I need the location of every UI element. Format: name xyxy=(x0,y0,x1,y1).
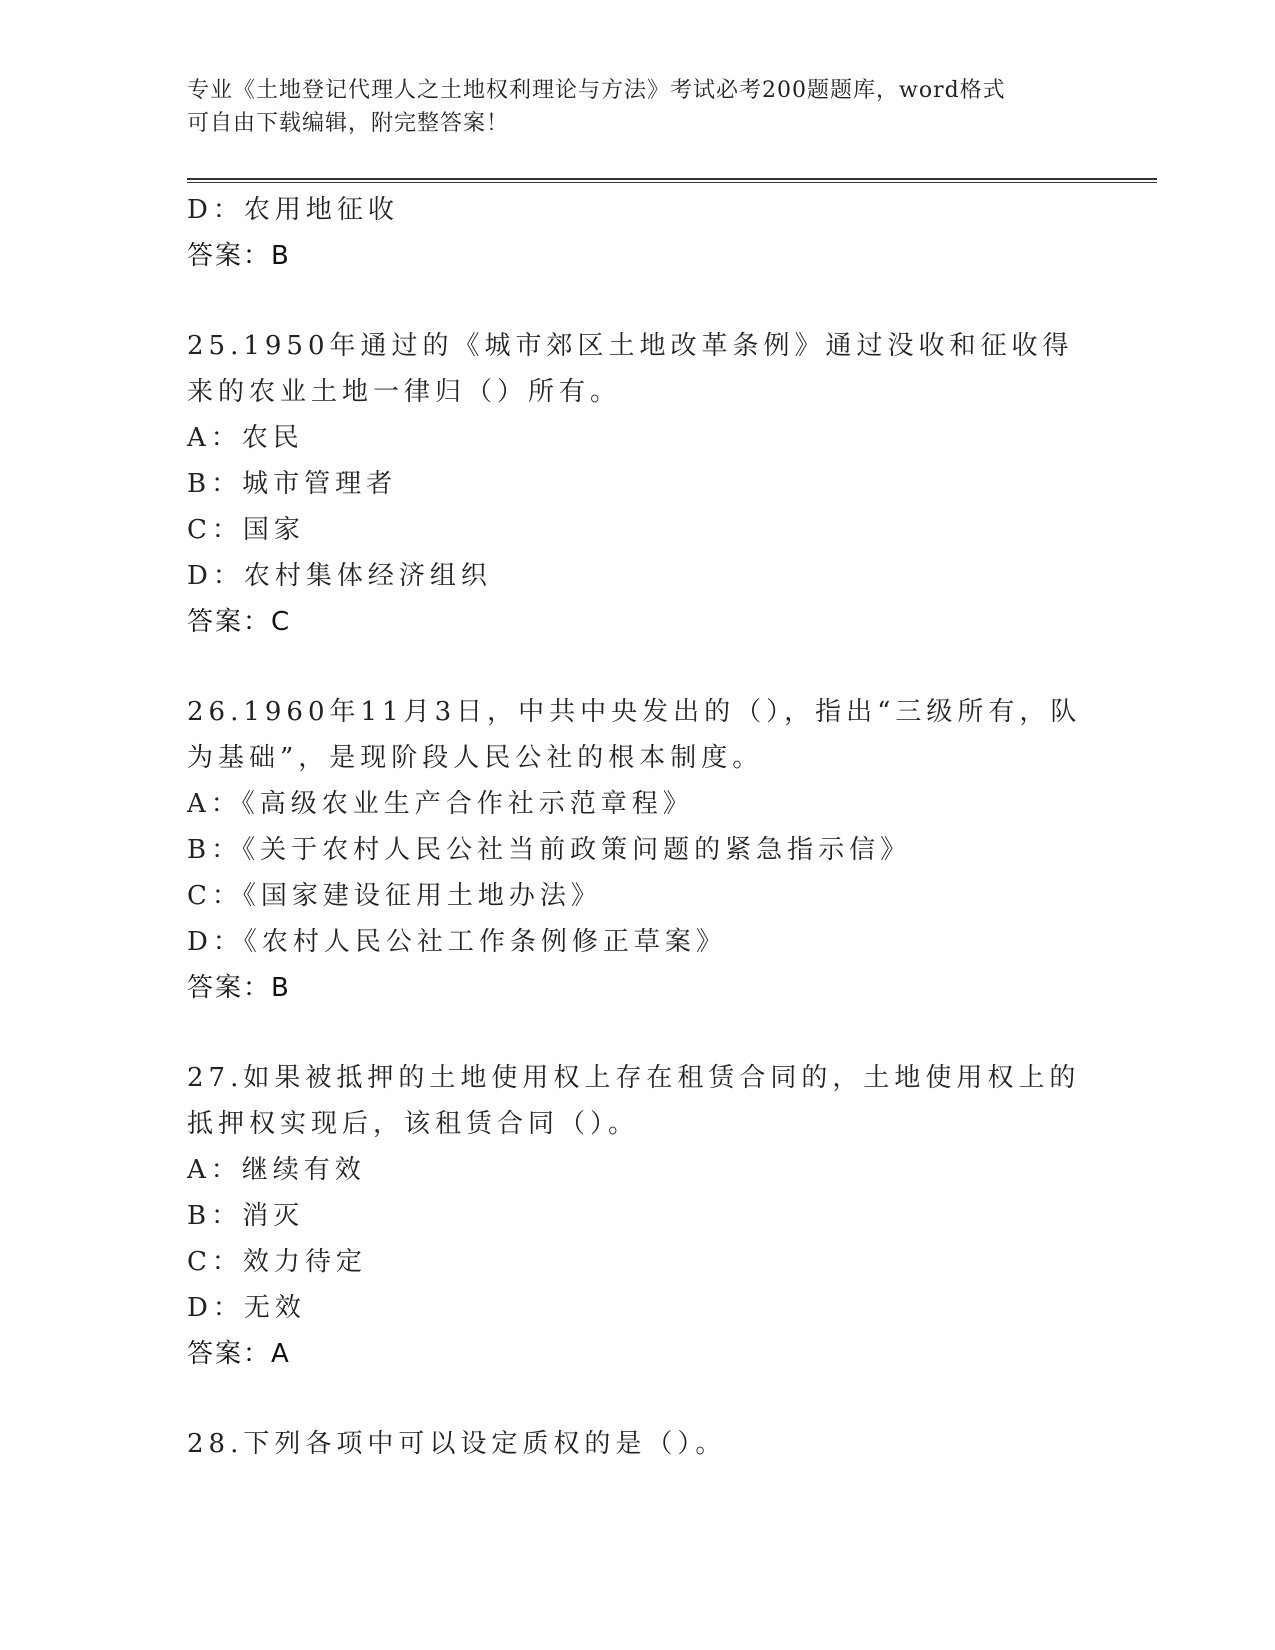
option-d: D：农用地征收 xyxy=(187,195,399,225)
spacer xyxy=(187,279,1087,323)
option-b: B：《关于农村人民公社当前政策问题的紧急指示信》 xyxy=(187,835,912,865)
option-b: B：城市管理者 xyxy=(187,469,398,499)
question-25 xyxy=(187,323,1087,645)
question-28 xyxy=(187,1421,1087,1467)
spacer xyxy=(187,645,1087,689)
option-a: A：《高级农业生产合作社示范章程》 xyxy=(187,789,694,819)
answer-line: 答案：B xyxy=(187,241,291,271)
question-stem: 27.如果被抵押的土地使用权上存在租赁合同的，土地使用权上的抵押权实现后，该租赁合同（）。 xyxy=(187,1063,1081,1139)
page-header xyxy=(187,74,1067,140)
option-a: A：农民 xyxy=(187,423,304,453)
answer-line: 答案：B xyxy=(187,973,291,1003)
answer-line: 答案：A xyxy=(187,1339,291,1369)
option-d: D：《农村人民公社工作条例修正草案》 xyxy=(187,927,727,957)
question-27 xyxy=(187,1055,1087,1377)
option-c: C：效力待定 xyxy=(187,1247,367,1277)
spacer xyxy=(187,1011,1087,1055)
question-26 xyxy=(187,689,1087,1011)
option-b: B：消灭 xyxy=(187,1201,305,1231)
option-c: C：国家 xyxy=(187,515,305,545)
option-c: C：《国家建设征用土地办法》 xyxy=(187,881,602,911)
header-divider xyxy=(187,178,1157,183)
question-list xyxy=(187,187,1087,1467)
question-fragment xyxy=(187,187,1087,279)
option-a: A：继续有效 xyxy=(187,1155,366,1185)
question-stem: 25.1950年通过的《城市郊区土地改革条例》通过没收和征收得来的农业土地一律归（）所有。 xyxy=(187,331,1074,407)
option-d: D：农村集体经济组织 xyxy=(187,561,492,591)
answer-line: 答案：C xyxy=(187,607,292,637)
spacer xyxy=(187,1377,1087,1421)
option-d: D：无效 xyxy=(187,1293,306,1323)
header-line-2: 可自由下载编辑，附完整答案！ xyxy=(187,111,510,136)
header-line-1: 专业《土地登记代理人之土地权利理论与方法》考试必考200题题库，word格式 xyxy=(187,78,1006,103)
question-stem: 28.下列各项中可以设定质权的是（）。 xyxy=(187,1429,727,1459)
question-stem: 26.1960年11月3日，中共中央发出的（），指出“三级所有，队为基础”，是现阶段人民公社的根本制度。 xyxy=(187,697,1082,773)
